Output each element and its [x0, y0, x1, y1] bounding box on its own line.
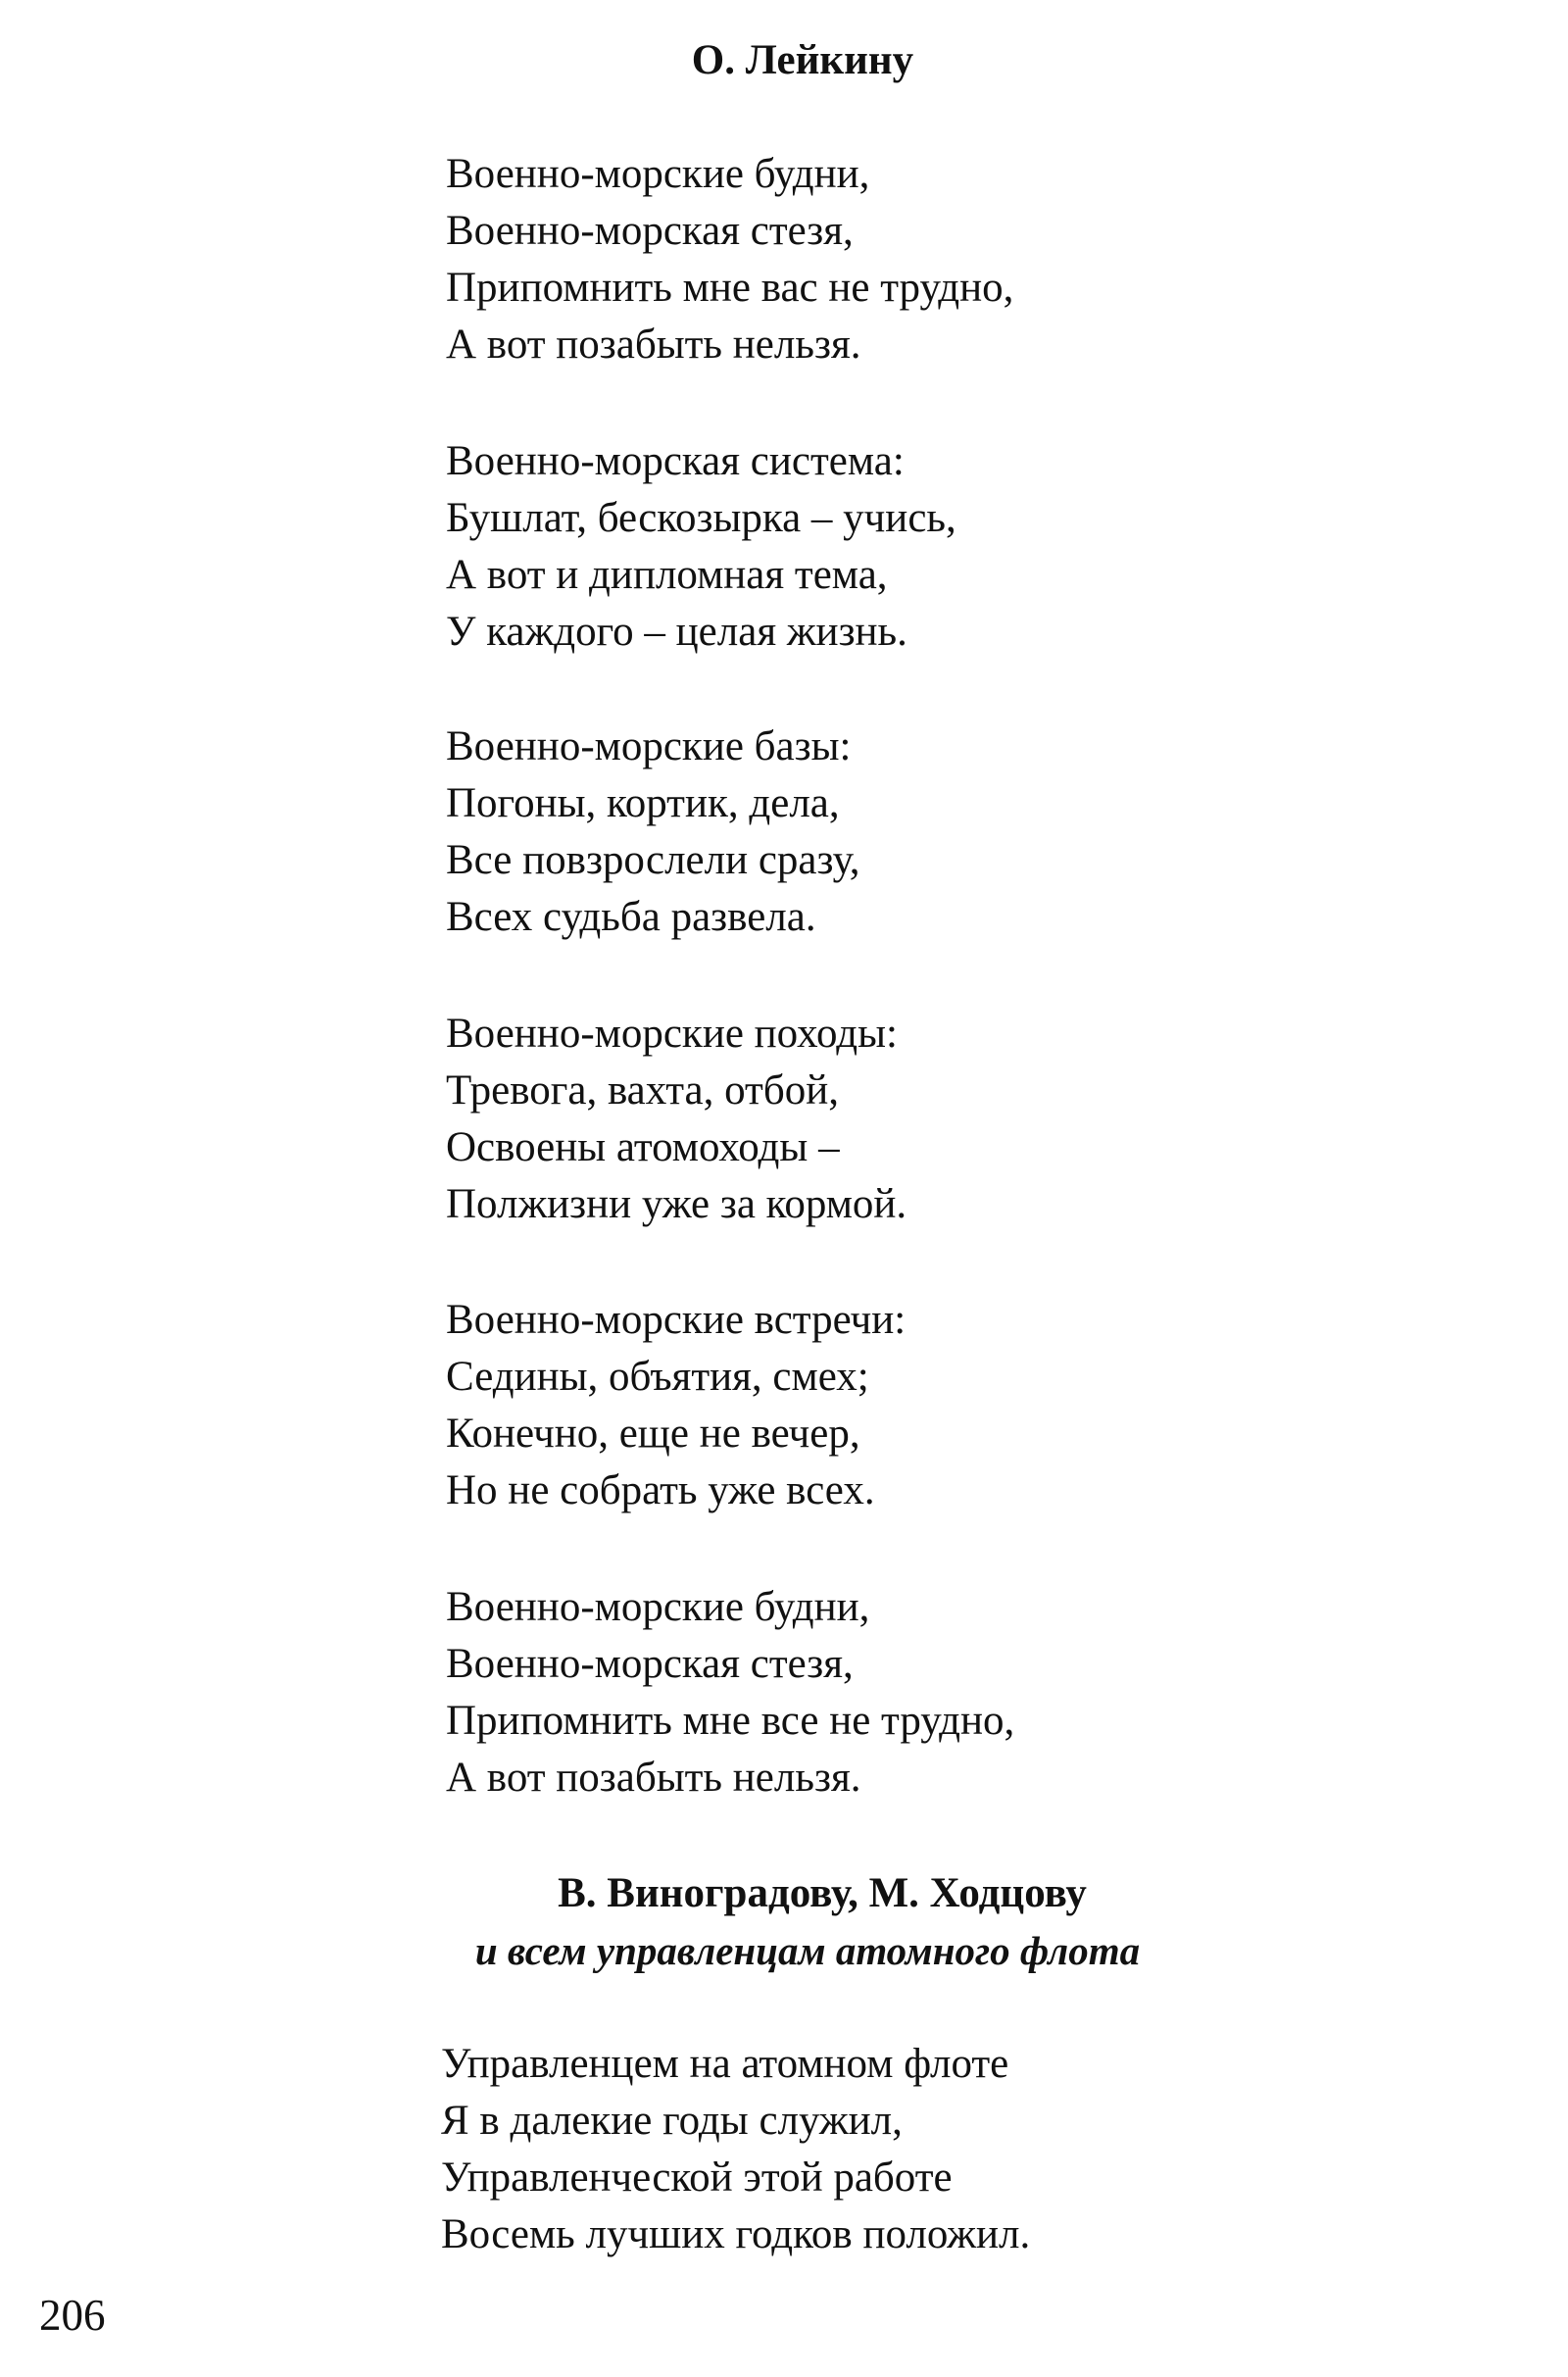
verse-line: Военно-морская стезя,	[446, 208, 854, 254]
verse-line: Бушлат, бескозырка – учись,	[446, 495, 956, 541]
poem-title: В. Виноградову, М. Ходцову	[558, 1870, 1087, 1916]
verse-line: Всех судьба развела.	[446, 894, 816, 940]
verse-line: Все повзрослели сразу,	[446, 837, 860, 883]
poem-title: О. Лейкину	[691, 37, 914, 83]
verse-line: Погоны, кортик, дела,	[446, 780, 840, 826]
verse-line: Управленцем на атомном флоте	[441, 2041, 1009, 2087]
stanza	[446, 1292, 906, 1519]
verse-line: Освоены атомоходы –	[446, 1124, 840, 1170]
verse-line: Тревога, вахта, отбой,	[446, 1067, 839, 1114]
verse-line: Военно-морские встречи:	[446, 1297, 906, 1343]
verse-line: Но не собрать уже всех.	[446, 1467, 875, 1513]
stanza	[446, 433, 956, 661]
verse-line: Седины, объятия, смех;	[446, 1354, 869, 1400]
verse-line: Военно-морская система:	[446, 438, 905, 484]
verse-line: А вот и дипломная тема,	[446, 552, 888, 598]
stanza	[446, 1006, 906, 1233]
verse-line: Припомнить мне все не трудно,	[446, 1698, 1015, 1744]
stanza	[446, 718, 860, 946]
verse-line: Конечно, еще не вечер,	[446, 1411, 860, 1457]
verse-line: Военно-морские базы:	[446, 723, 852, 769]
verse-line: А вот позабыть нельзя.	[446, 322, 861, 368]
verse-line: Припомнить мне вас не трудно,	[446, 265, 1014, 311]
verse-line: А вот позабыть нельзя.	[446, 1755, 861, 1801]
page-number: 206	[39, 2291, 106, 2340]
verse-line: Военно-морские будни,	[446, 1584, 870, 1630]
verse-line: Военно-морские будни,	[446, 151, 870, 197]
verse-line: Восемь лучших годков положил.	[441, 2211, 1031, 2257]
stanza	[446, 146, 1013, 373]
verse-line: Управленческой этой работе	[441, 2154, 953, 2201]
poem-dedication: и всем управленцам атомного флота	[474, 1928, 1141, 1973]
stanza	[441, 2036, 1030, 2263]
verse-line: Я в далекие годы служил,	[441, 2098, 903, 2144]
verse-line: Полжизни уже за кормой.	[446, 1181, 907, 1227]
stanza	[446, 1579, 1014, 1807]
verse-line: Военно-морская стезя,	[446, 1641, 854, 1687]
verse-line: Военно-морские походы:	[446, 1011, 898, 1057]
verse-line: У каждого – целая жизнь.	[446, 609, 907, 655]
